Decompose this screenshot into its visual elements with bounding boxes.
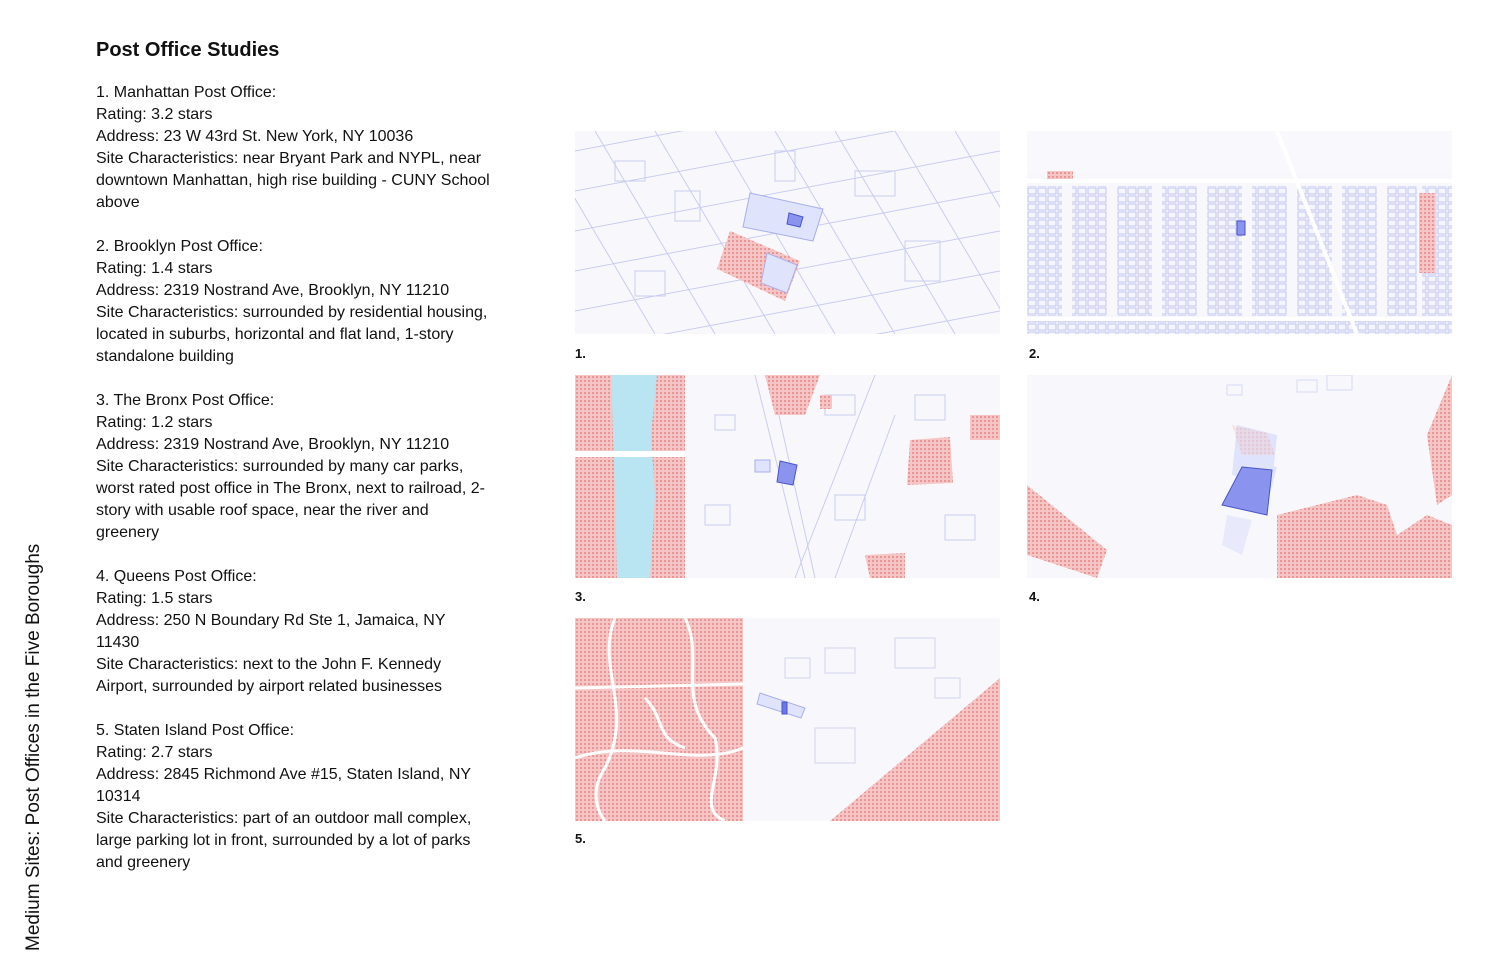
- entry-rating: Rating: 1.5 stars: [96, 590, 213, 607]
- entry-address: Address: 250 N Boundary Rd Ste 1, Jamaica, NY 11430: [96, 612, 446, 651]
- entry-address: Address: 2319 Nostrand Ave, Brooklyn, NY 11210: [96, 436, 450, 453]
- entry-site: Site Characteristics: surrounded by many car parks, worst rated post office in The Bronx, next to railroad, 2-story with usable roof space, near the river and greenery: [96, 458, 485, 541]
- entry-brooklyn: [96, 236, 491, 368]
- entry-rating: Rating: 1.2 stars: [96, 414, 213, 431]
- entry-site: Site Characteristics: surrounded by residential housing, located in suburbs, horizontal and flat land, 1-story standalone building: [96, 304, 488, 365]
- description-list: [96, 82, 491, 896]
- entry-manhattan: [96, 82, 491, 214]
- brooklyn-site-map: [1027, 131, 1452, 334]
- map-queens: [1027, 375, 1452, 578]
- entry-rating: Rating: 1.4 stars: [96, 260, 213, 277]
- page-heading: Post Office Studies: [96, 39, 280, 61]
- entry-site: Site Characteristics: next to the John F. Kennedy Airport, surrounded by airport related businesses: [96, 656, 442, 695]
- entry-title: 3. The Bronx Post Office:: [96, 392, 275, 409]
- map-label-1: 1.: [575, 346, 586, 361]
- bronx-site-map: [575, 375, 1000, 578]
- entry-title: 1. Manhattan Post Office:: [96, 84, 277, 101]
- entry-address: Address: 23 W 43rd St. New York, NY 10036: [96, 128, 414, 145]
- entry-rating: Rating: 3.2 stars: [96, 106, 213, 123]
- entry-rating: Rating: 2.7 stars: [96, 744, 213, 761]
- map-bronx: [575, 375, 1000, 578]
- entry-site: Site Characteristics: near Bryant Park and NYPL, near downtown Manhattan, high rise building - CUNY School above: [96, 150, 490, 211]
- entry-title: 2. Brooklyn Post Office:: [96, 238, 263, 255]
- map-label-5: 5.: [575, 831, 586, 846]
- entry-bronx: [96, 390, 491, 544]
- entry-site: Site Characteristics: part of an outdoor mall complex, large parking lot in front, surrounded by a lot of parks and greenery: [96, 810, 472, 871]
- manhattan-site-map: [575, 131, 1000, 334]
- map-manhattan: [575, 131, 1000, 334]
- queens-site-map: [1027, 375, 1452, 578]
- map-label-2: 2.: [1029, 346, 1040, 361]
- entry-staten-island: [96, 720, 491, 874]
- staten-island-site-map: [575, 618, 1000, 821]
- map-label-4: 4.: [1029, 589, 1040, 604]
- entry-address: Address: 2845 Richmond Ave #15, Staten Island, NY 10314: [96, 766, 471, 805]
- entry-address: Address: 2319 Nostrand Ave, Brooklyn, NY 11210: [96, 282, 450, 299]
- map-label-3: 3.: [575, 589, 586, 604]
- entry-title: 5. Staten Island Post Office:: [96, 722, 295, 739]
- entry-queens: [96, 566, 491, 698]
- entry-title: 4. Queens Post Office:: [96, 568, 257, 585]
- map-staten-island: [575, 618, 1000, 821]
- side-title: Medium Sites: Post Offices in the Five Boroughs: [23, 543, 44, 951]
- map-brooklyn: [1027, 131, 1452, 334]
